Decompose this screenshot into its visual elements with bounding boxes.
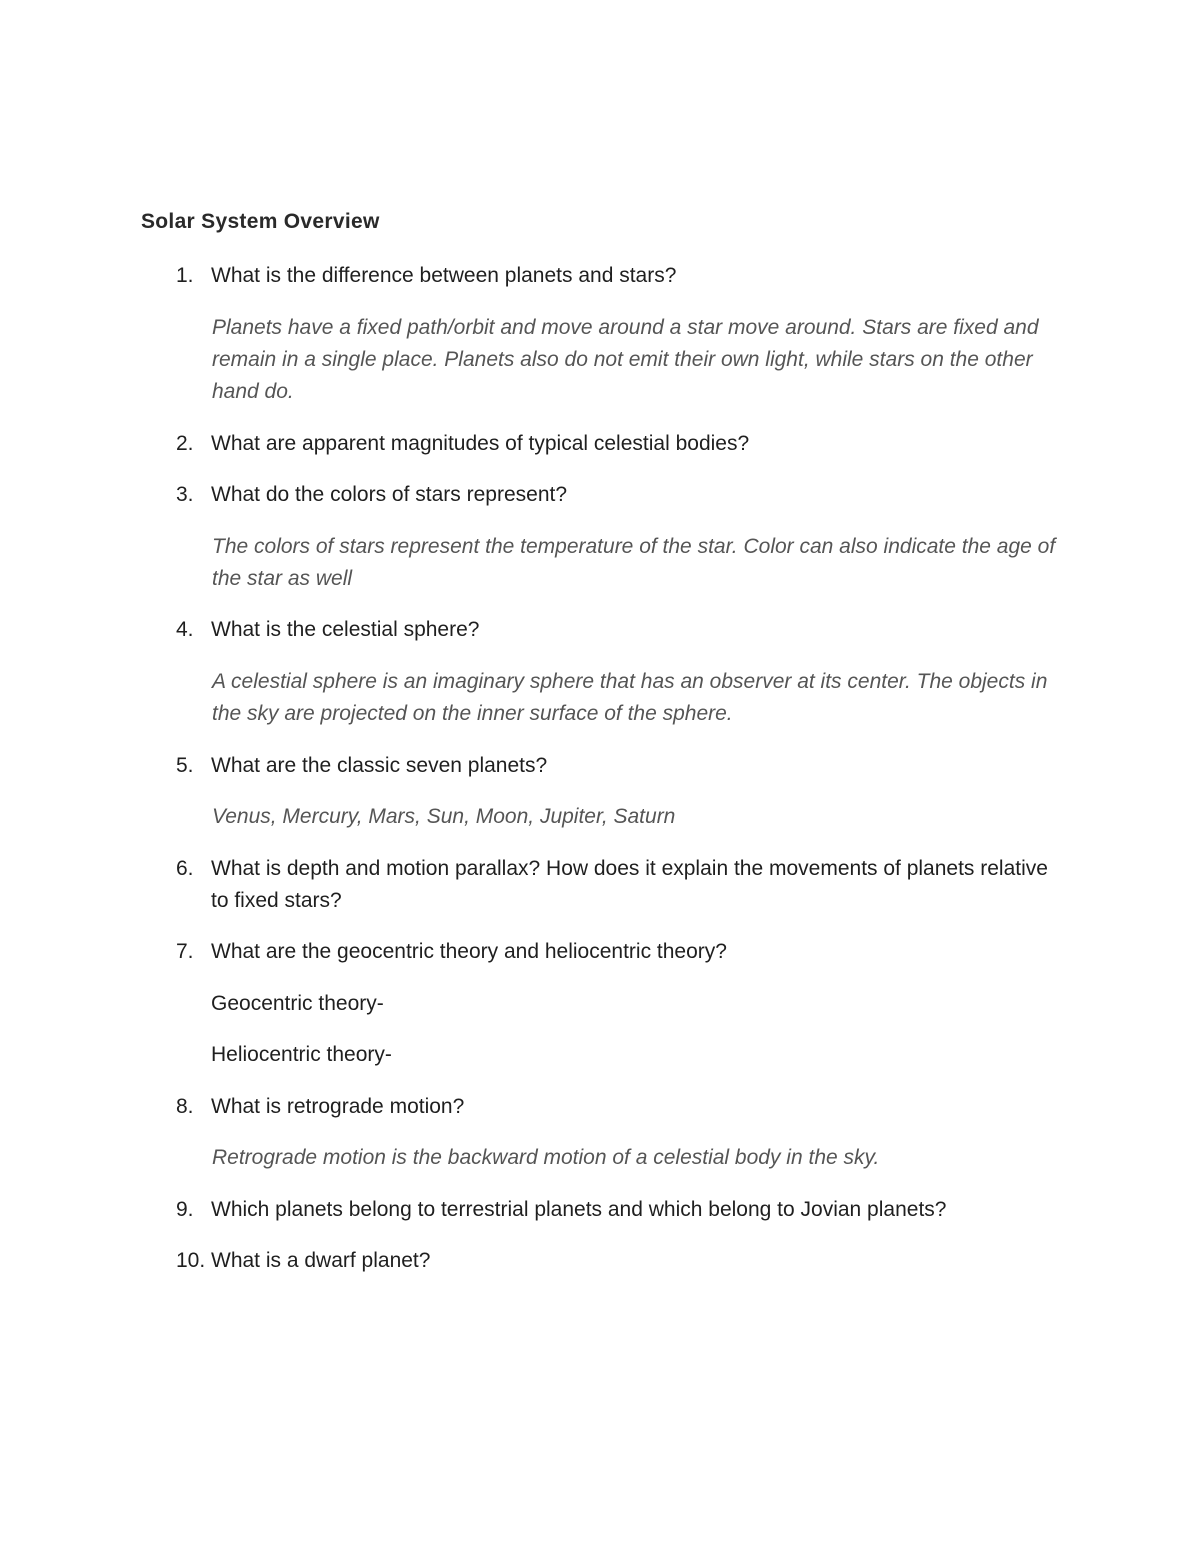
question-number: 9. [176, 1198, 194, 1221]
geocentric-theory-label: Geocentric theory- [211, 992, 384, 1015]
question-number: 1. [176, 264, 194, 287]
question-number: 7. [176, 940, 194, 963]
question-number: 4. [176, 618, 194, 641]
question-text: What is depth and motion parallax? How does it explain the movements of planets relative to fixed stars? [211, 857, 1048, 912]
document-title: Solar System Overview [141, 210, 380, 233]
answer-5: Venus, Mercury, Mars, Sun, Moon, Jupiter, Saturn [212, 805, 676, 828]
question-text: What are the classic seven planets? [211, 754, 548, 777]
question-number: 5. [176, 754, 194, 777]
question-number: 8. [176, 1095, 194, 1118]
answer-1: Planets have a fixed path/orbit and move around a star move around. Stars are fixed and remain in a single place. Planets also do not emit their own light, while stars on the other hand do. [212, 316, 1039, 403]
question-text: What are the geocentric theory and heliocentric theory? [211, 940, 727, 963]
heliocentric-theory-label: Heliocentric theory- [211, 1043, 392, 1066]
question-text: What is retrograde motion? [211, 1095, 465, 1118]
question-number: 2. [176, 432, 194, 455]
question-number: 3. [176, 483, 194, 506]
question-text: What is the celestial sphere? [211, 618, 480, 641]
question-number: 10. [176, 1249, 206, 1272]
question-number: 6. [176, 857, 194, 880]
question-text: What is a dwarf planet? [211, 1249, 431, 1272]
answer-4: A celestial sphere is an imaginary sphere that has an observer at its center. The objects in the sky are projected on the inner surface of the sphere. [212, 670, 1048, 725]
answer-8: Retrograde motion is the backward motion of a celestial body in the sky. [212, 1146, 880, 1169]
question-text: What are apparent magnitudes of typical celestial bodies? [211, 432, 750, 455]
question-text: What do the colors of stars represent? [211, 483, 568, 506]
answer-3: The colors of stars represent the temperature of the star. Color can also indicate the age of the star as well [212, 535, 1056, 590]
question-text: Which planets belong to terrestrial planets and which belong to Jovian planets? [211, 1198, 947, 1221]
question-text: What is the difference between planets and stars? [211, 264, 677, 287]
